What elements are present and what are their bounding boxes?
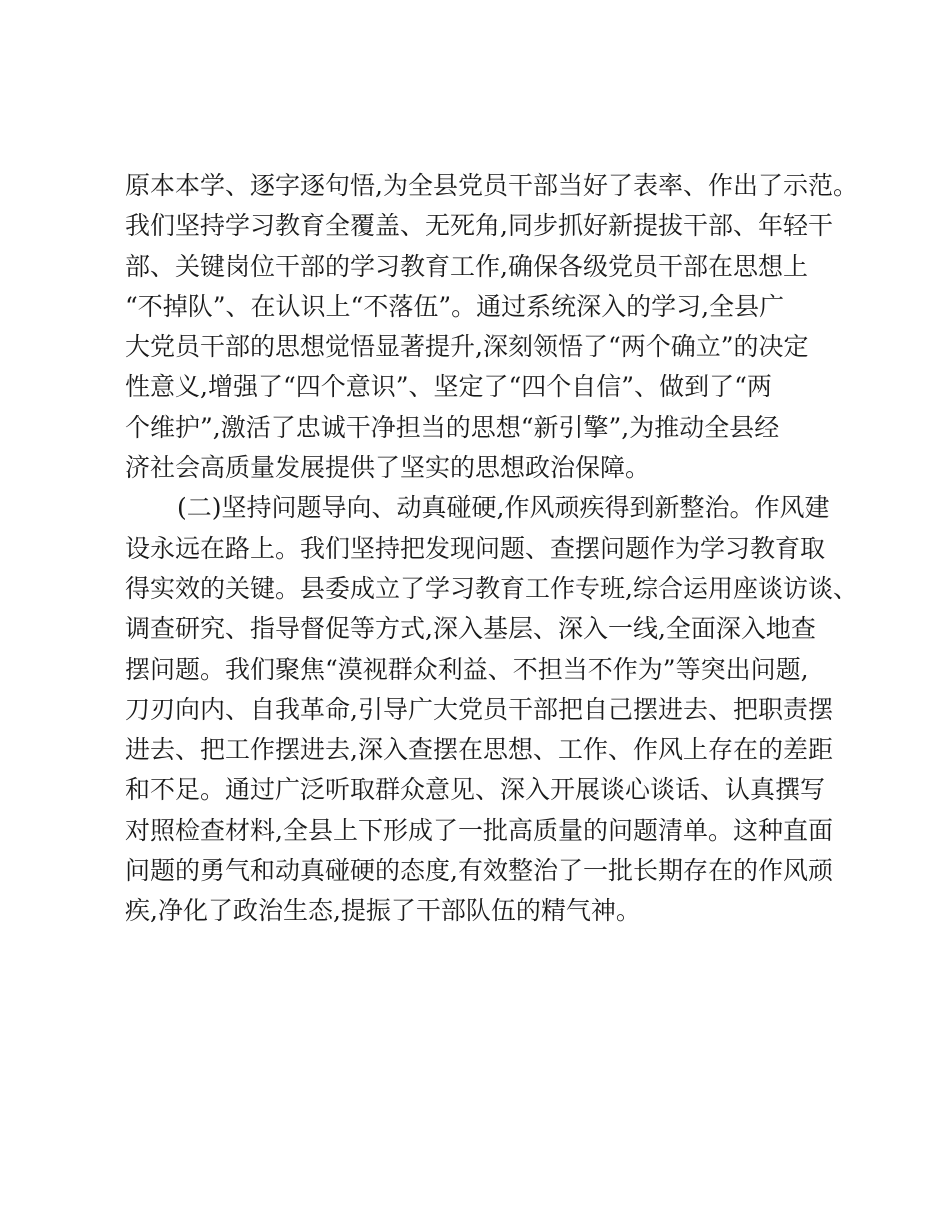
text-line: 个维护”,激活了忠诚干净担当的思想“新引擎”,为推动全县经	[125, 412, 780, 442]
text-line: “不掉队”、在认识上“不落伍”。通过系统深入的学习,全县广	[125, 291, 785, 321]
text-line: 性意义,增强了“四个意识”、坚定了“四个自信”、做到了“两	[125, 372, 772, 402]
text-line: 部、关键岗位干部的学习教育工作,确保各级党员干部在思想上	[125, 251, 808, 281]
text-line: 调查研究、指导督促等方式,深入基层、深入一线,全面深入地查	[125, 614, 816, 644]
text-line: 原本本学、逐字逐句悟,为全县党员干部当好了表率、作出了示范。	[125, 171, 858, 200]
text-line: 大党员干部的思想觉悟显著提升,深刻领悟了“两个确立”的决定	[125, 332, 809, 362]
text-line: 摆问题。我们聚焦“漠视群众利益、不担当不作为”等突出问题,	[125, 654, 809, 684]
text-line: 进去、把工作摆进去,深入查摆在思想、工作、作风上存在的差距	[125, 735, 833, 765]
text-line: 刀刃向内、自我革命,引导广大党员干部把自己摆进去、把职责摆	[125, 694, 833, 724]
body-text	[125, 166, 858, 932]
text-line: 得实效的关键。县委成立了学习教育工作专班,综合运用座谈访谈、	[125, 573, 858, 603]
section-heading-line: (二)坚持问题导向、动真碰硬,作风顽疾得到新整治。作风建	[177, 493, 830, 523]
text-line: 和不足。通过广泛听取群众意见、深入开展谈心谈话、认真撰写	[125, 775, 826, 805]
text-line: 我们坚持学习教育全覆盖、无死角,同步抓好新提拔干部、年轻干	[125, 211, 833, 241]
text-line: 对照检查材料,全县上下形成了一批高质量的问题清单。这种直面	[125, 815, 833, 845]
text-line: 设永远在路上。我们坚持把发现问题、查摆问题作为学习教育取	[125, 533, 826, 563]
text-line: 疾,净化了政治生态,提振了干部队伍的精气神。	[125, 896, 641, 926]
text-line: 问题的勇气和动真碰硬的态度,有效整治了一批长期存在的作风顽	[125, 856, 833, 886]
text-line: 济社会高质量发展提供了坚实的思想政治保障。	[125, 453, 651, 483]
